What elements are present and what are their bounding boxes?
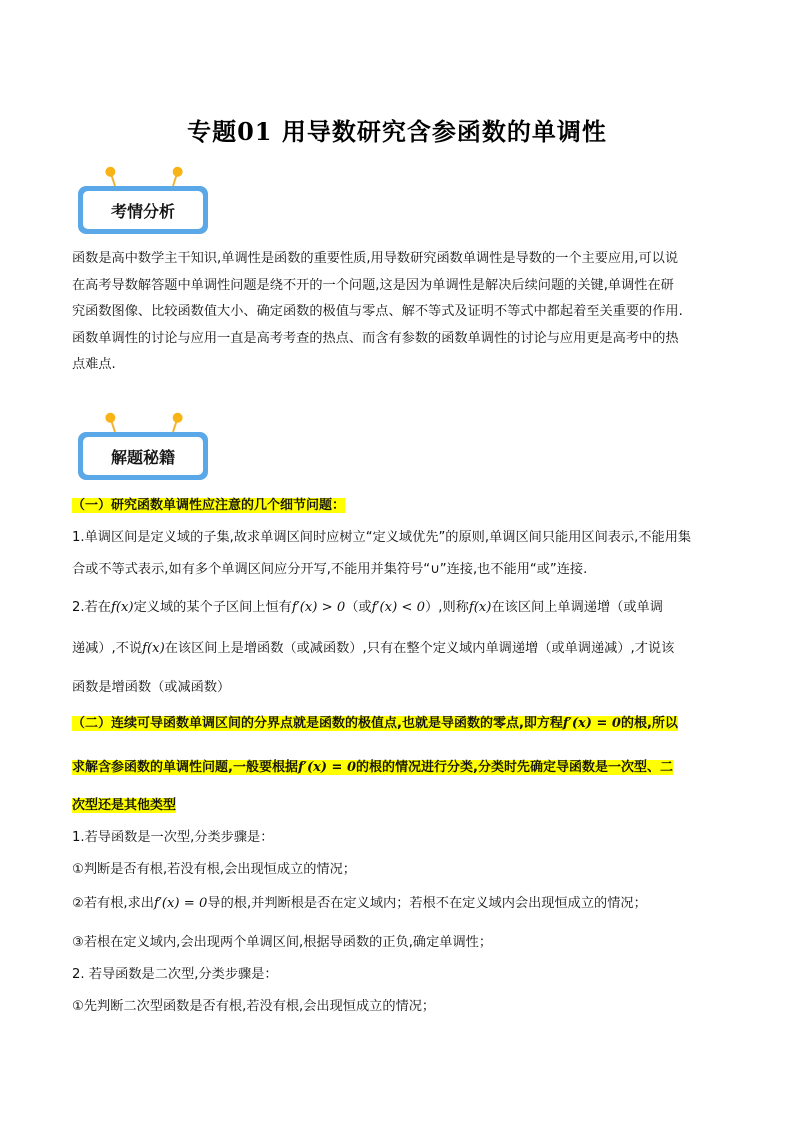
section-badge-analysis (78, 186, 208, 234)
text-line: 合或不等式表示,如有多个单调区间应分开写,不能用并集符号“∪”连接,也不能用“或”连接. (72, 562, 588, 577)
math-expression: f′(x) < 0 (371, 600, 426, 615)
analysis-paragraph (72, 246, 724, 379)
text-line: ①判断是否有根,若没有根,会出现恒成立的情况； (72, 862, 356, 877)
text-line: 函数单调性的讨论与应用一直是高考考查的热点、而含有参数的函数单调性的讨论与应用更是高考中的热 (72, 330, 679, 346)
math-expression: f(x) (468, 600, 492, 615)
section-label: 考情分析 (83, 191, 203, 229)
text-line: 2. 若导函数是二次型,分类步骤是： (72, 967, 278, 982)
antenna-decoration (110, 172, 116, 186)
math-expression: f′(x) = 0 (153, 896, 208, 911)
subheading-2-line: （二）连续可导函数单调区间的分界点就是函数的极值点,也就是导函数的零点,即方程f′(x) = 0的根,所以 (72, 716, 678, 731)
text-line: 1.若导函数是一次型,分类步骤是： (72, 830, 274, 845)
text-line: 在高考导数解答题中单调性问题是绕不开的一个问题,这是因为单调性是解决后续问题的关键,单调性在研 (72, 277, 674, 293)
antenna-decoration (172, 418, 178, 432)
antenna-decoration (172, 172, 178, 186)
text-line: 1.单调区间是定义域的子集,故求单调区间时应树立“定义域优先”的原则,单调区间只能用区间表示,不能用集 (72, 530, 692, 545)
text-line: ①先判断二次型函数是否有根,若没有根,会出现恒成立的情况； (72, 999, 436, 1014)
math-expression: f′(x) = 0 (562, 716, 621, 731)
subheading-2-line: 次型还是其他类型 (72, 798, 177, 813)
text-line: 递减）,不说f(x)在该区间上是增函数（或减函数）,只有在整个定义域内单调递增（或单调递减）,才说该 (72, 641, 675, 656)
text-line: ②若有根,求出f′(x) = 0导的根,并判断根是否在定义域内；若根不在定义域内会出现恒成立的情况； (72, 896, 647, 911)
math-expression: f′(x) = 0 (297, 760, 357, 775)
section-badge-tips (78, 432, 208, 480)
text-line: 函数是增函数（或减函数） (72, 680, 231, 695)
math-expression: f(x) (142, 641, 165, 656)
antenna-decoration (110, 418, 116, 432)
text-line: ③若根在定义域内,会出现两个单调区间,根据导函数的正负,确定单调性； (72, 935, 493, 950)
text-line: 函数是高中数学主干知识,单调性是函数的重要性质,用导数研究函数单调性是导数的一个主要应用,可以说 (72, 251, 679, 266)
subheading-2-line: 求解含参函数的单调性问题,一般要根据f′(x) = 0的根的情况进行分类,分类时先确定导函数是一次型、二 (72, 760, 673, 775)
section-label: 解题秘籍 (83, 437, 203, 475)
text-line: 点难点. (72, 357, 116, 372)
text-line: 究函数图像、比较函数值大小、确定函数的极值与零点、解不等式及证明不等式中都起着至关重要的作用. (72, 304, 683, 319)
subheading-1: （一）研究函数单调性应注意的几个细节问题： (72, 498, 346, 513)
math-expression: f′(x) > 0 (291, 600, 346, 615)
page-title: 专题01 用导数研究含参函数的单调性 (187, 117, 607, 146)
math-expression: f(x) (110, 600, 134, 615)
text-line: 2.若在f(x)定义域的某个子区间上恒有f′(x) > 0（或f′(x) < 0）,则称f(x)在该区间上单调递增（或单调 (72, 600, 663, 615)
